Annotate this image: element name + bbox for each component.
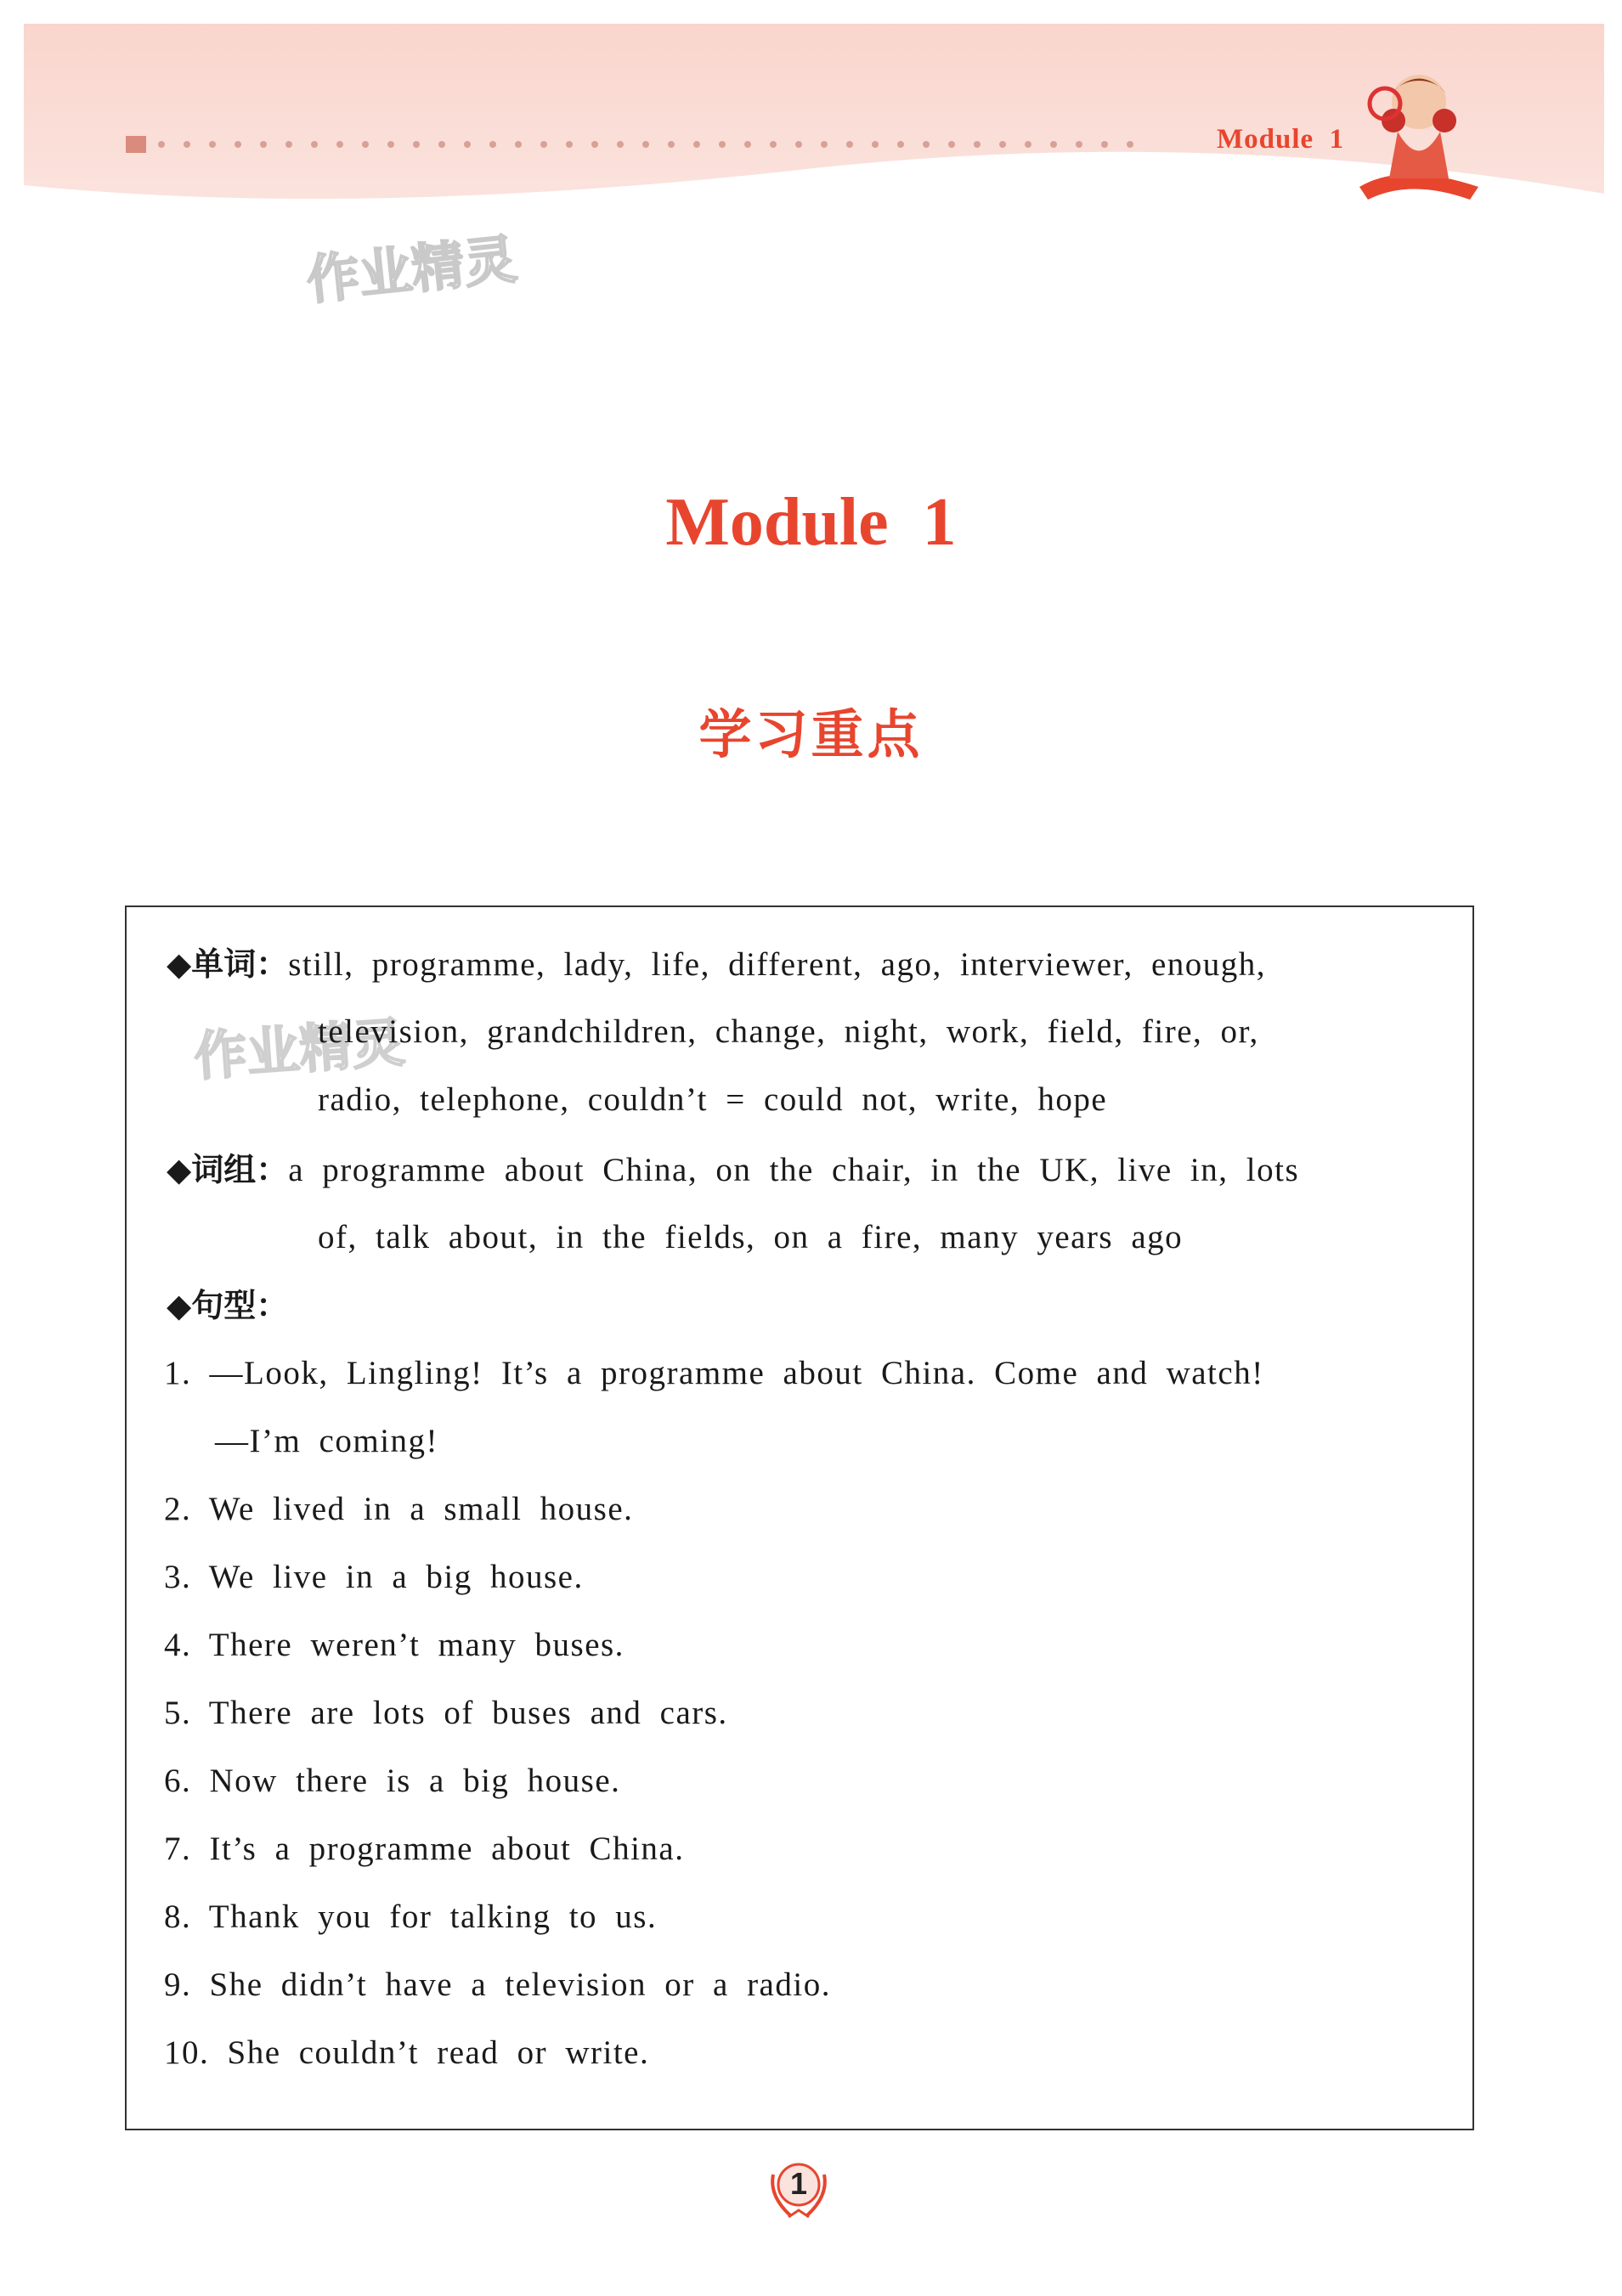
phrases-label: ◆词组： — [167, 1151, 289, 1188]
reading-girl-icon — [1351, 59, 1487, 204]
header-module-label: Module 1 — [1217, 124, 1345, 155]
sentence-item: 6. Now there is a big house. — [164, 1763, 621, 1799]
sentence-item: —I’m coming! — [215, 1423, 439, 1459]
phrases-line — [167, 1148, 1299, 1192]
sentence-item: 7. It’s a programme about China. — [164, 1831, 685, 1867]
phrases-line: of, talk about, in the fields, on a fire, many years ago — [318, 1219, 1184, 1255]
sentence-item: 2. We lived in a small house. — [164, 1491, 634, 1527]
section-title: 学习重点 — [698, 703, 924, 765]
phrases-text: a programme about China, on the chair, in the UK, live in, lots — [288, 1152, 1300, 1188]
header-dots — [153, 136, 1173, 153]
sentence-item: 4. There weren’t many buses. — [164, 1627, 624, 1663]
vocabulary-line — [167, 943, 1266, 986]
sentence-item: 5. There are lots of buses and cars. — [164, 1695, 728, 1731]
sentence-item: 9. She didn’t have a television or a radio. — [164, 1966, 831, 2003]
vocabulary-line: radio, telephone, couldn’t = could not, write, hope — [318, 1081, 1108, 1118]
page-number — [765, 2158, 833, 2225]
sentence-item: 8. Thank you for talking to us. — [164, 1898, 658, 1935]
sentences-label: ◆句型： — [167, 1287, 289, 1324]
dotted-rule — [126, 136, 146, 153]
sentence-item: 10. She couldn’t read or write. — [164, 2034, 650, 2071]
vocabulary-line: television, grandchildren, change, night, work, field, fire, or, — [318, 1013, 1259, 1050]
page-title: Module 1 — [665, 485, 957, 560]
watermark: 作业精灵 — [303, 228, 520, 312]
vocabulary-text: still, programme, lady, life, different, ago, interviewer, enough, — [288, 946, 1267, 983]
sentence-item: 1. —Look, Lingling! It’s a programme about China. Come and watch! — [164, 1355, 1264, 1391]
page-number-text: 1 — [789, 2166, 808, 2201]
sentence-item: 3. We live in a big house. — [164, 1559, 584, 1595]
watermark: 作业精灵 — [192, 1011, 407, 1088]
vocabulary-label: ◆单词： — [167, 945, 289, 983]
